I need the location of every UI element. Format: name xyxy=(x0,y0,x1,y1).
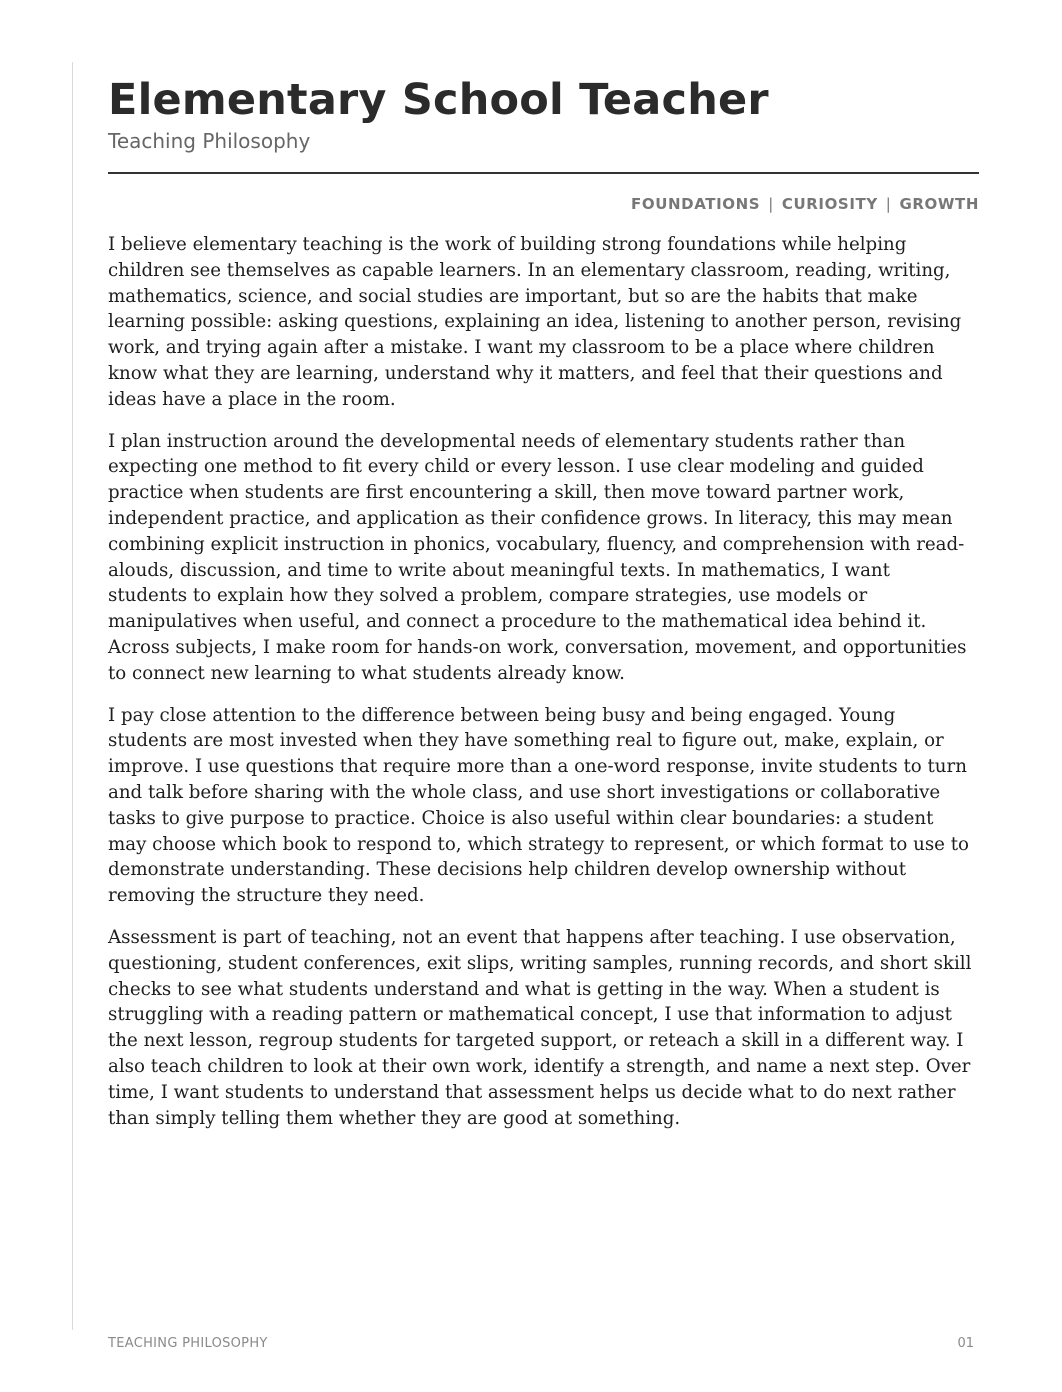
body-paragraph: Assessment is part of teaching, not an event that happens after teaching. I use observation, questioning, student conferences, exit slips, writing samples, running records, and short skill checks to see what students understand and what is getting in the way. When a student is struggling with a reading pattern or mathematical concept, I use that information to adjust the next lesson, regroup students for targeted support, or reteach a skill in a different way. I also teach children to look at their own work, identify a strength, and name a next step. Over time, I want students to understand that assessment helps us decide what to do next rather than simply telling them whether they are good at something. xyxy=(108,926,972,1129)
left-margin-rule xyxy=(72,62,73,1330)
page-subtitle: Teaching Philosophy xyxy=(108,129,311,153)
body-paragraph: I believe elementary teaching is the work of building strong foundations while helping children see themselves as capable learners. In an elementary classroom, reading, writing, mathematics, science, and social studies are important, but so are the habits that make learning possible: asking questions, explaining an idea, listening to another person, revising work, and trying again after a mistake. I want my classroom to be a place where children know what they are learning, understand why it matters, and feel that their questions and ideas have a place in the room. xyxy=(108,234,962,410)
body-paragraph: I plan instruction around the developmental needs of elementary students rather than expecting one method to fit every child or every lesson. I use clear modeling and guided practice when students are first encountering a skill, then move toward partner work, independent practice, and application as their confidence grows. In literacy, this may mean combining explicit instruction in phonics, vocabulary, fluency, and comprehension with read-alouds, discussion, and time to write about meaningful texts. In mathematics, I want students to explain how they solved a problem, compare strategies, use models or manipulatives when useful, and connect a procedure to the mathematical idea behind it. Across subjects, I make room for hands-on work, conversation, movement, and opportunities to connect new learning to what students already know. xyxy=(108,430,967,684)
body-paragraph: I pay close attention to the difference between being busy and being engaged. Young students are most invested when they have something real to figure out, make, explain, or improve. I use questions that require more than a one-word response, invite students to turn and talk before sharing with the whole class, and use short investigations or collaborative tasks to give purpose to practice. Choice is also useful within clear boundaries: a student may choose which book to respond to, which strategy to represent, or which format to use to demonstrate understanding. These decisions help children develop ownership without removing the structure they need. xyxy=(108,704,969,907)
page-number: 01 xyxy=(957,1336,974,1351)
title-divider xyxy=(108,172,979,174)
footer-label: TEACHING PHILOSOPHY xyxy=(108,1336,268,1351)
keyword-separator: | xyxy=(768,195,774,213)
keyword-strip xyxy=(631,194,979,214)
keyword-growth: GROWTH xyxy=(899,195,979,213)
document-body xyxy=(108,232,974,1147)
page-title: Elementary School Teacher xyxy=(108,75,769,125)
keyword-curiosity: CURIOSITY xyxy=(781,195,878,213)
keyword-foundations: FOUNDATIONS xyxy=(631,195,761,213)
document-header xyxy=(108,74,979,154)
keyword-separator: | xyxy=(885,195,892,213)
